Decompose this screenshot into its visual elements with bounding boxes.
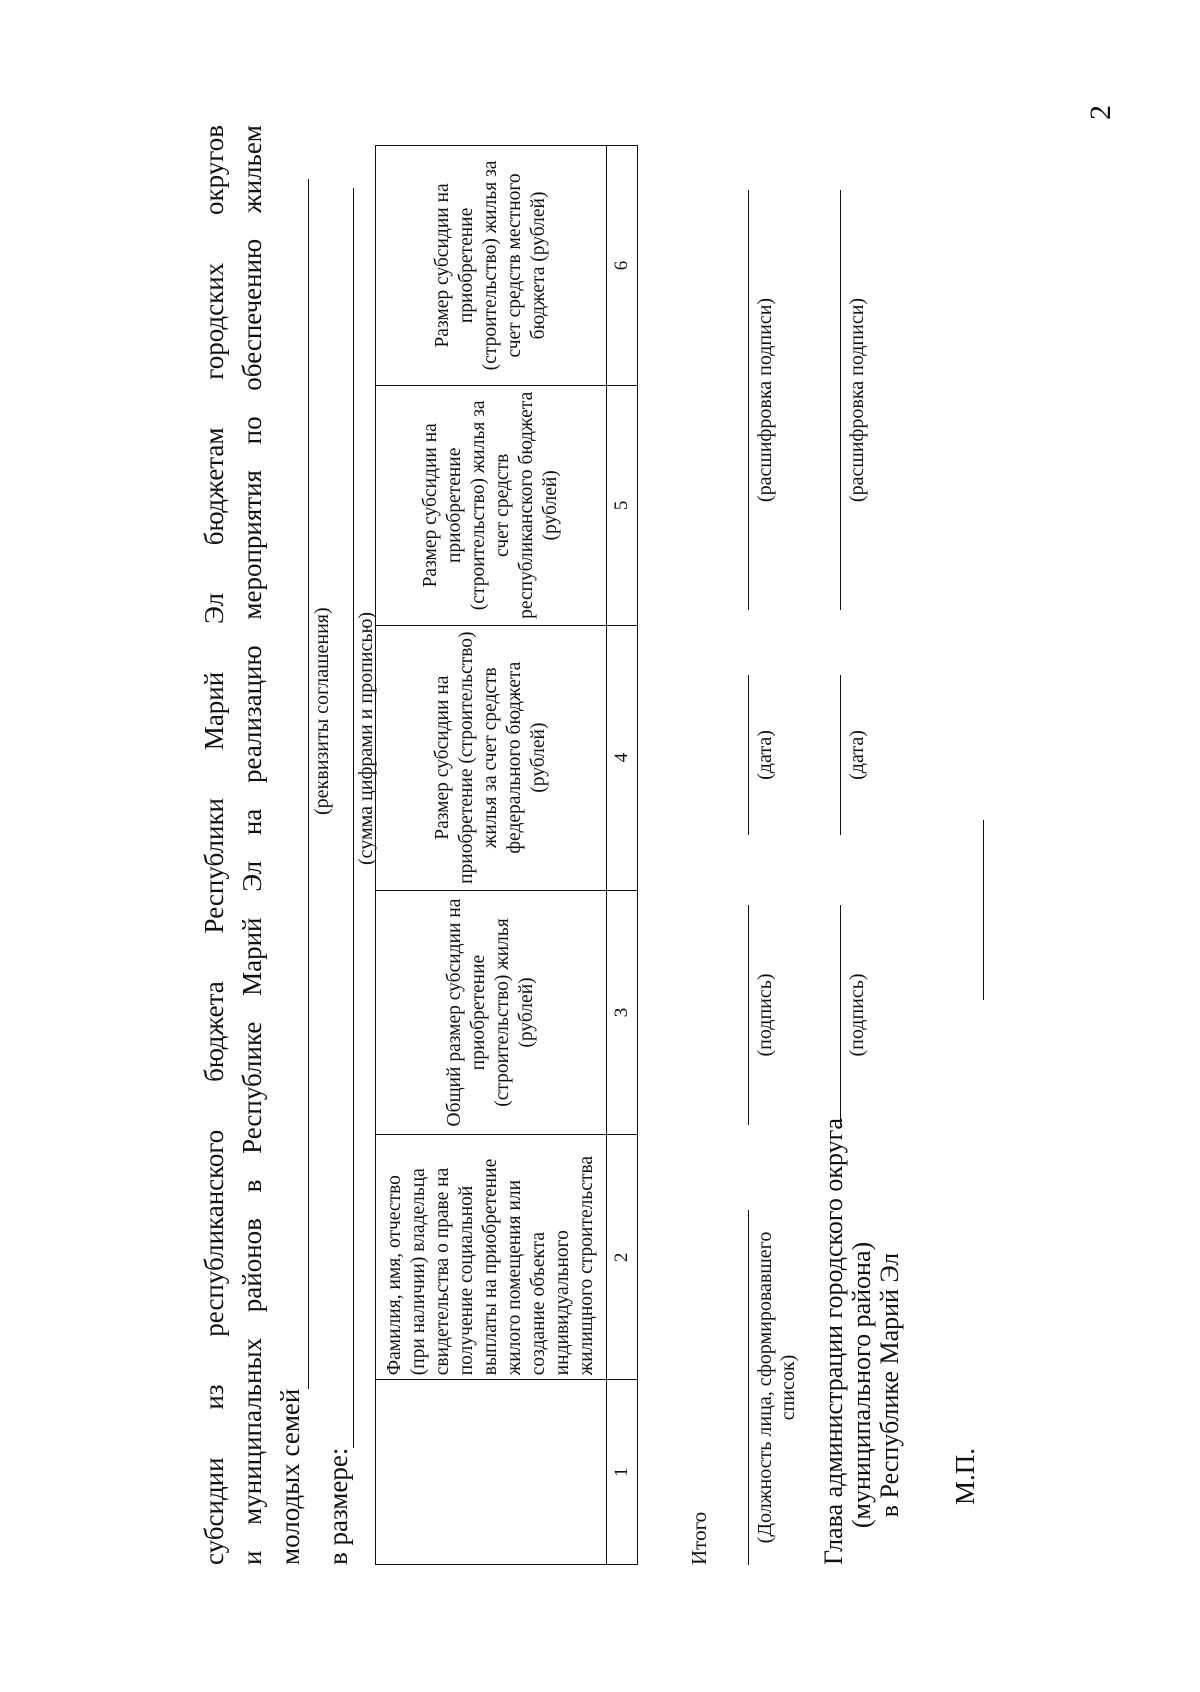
intro-word: реализацию — [237, 645, 267, 783]
amount-caption: (сумма цифрами и прописью) — [355, 611, 377, 865]
compiler-date-caption: (дата) — [754, 730, 776, 780]
header-cell-5: Размер субсидии на приобретение (строительство) жилья за счет средств республиканского бюджета (рублей) — [376, 385, 607, 625]
head-date-caption: (дата) — [846, 730, 868, 780]
compiler-position-caption: (Должность лица, сформировавшего список) — [754, 1231, 799, 1544]
intro-word: Эл — [237, 860, 267, 892]
header-cell-3: Общий размер субсидии на приобретение (строительство) жилья (рублей) — [376, 890, 607, 1135]
column-number-1: 1 — [607, 1380, 638, 1565]
size-line — [323, 125, 354, 1565]
intro-word: субсидии — [199, 1457, 229, 1565]
intro-word: республиканского — [199, 1129, 229, 1337]
intro-word: в — [237, 1179, 267, 1193]
intro-word: Марий — [199, 671, 229, 751]
intro-word: обеспечению — [237, 238, 267, 391]
column-number-3: 3 — [607, 890, 638, 1135]
intro-line-3-text: молодых семей — [275, 1388, 305, 1565]
intro-word: Марий — [237, 917, 267, 996]
intro-word: по — [237, 416, 267, 445]
intro-line-3 — [271, 125, 309, 1565]
intro-word: городских — [199, 262, 229, 380]
compiler-date-line — [748, 675, 749, 835]
column-number-2: 2 — [607, 1135, 638, 1380]
head-title-line-1: Глава администрации городского округа — [819, 1118, 848, 1565]
intro-word: Республики — [199, 797, 229, 934]
compiler-signature-line — [748, 905, 749, 1125]
header-cell-1 — [376, 1380, 607, 1565]
families-table — [375, 145, 638, 1565]
amount-blank-line — [327, 188, 354, 1448]
intro-paragraph — [195, 125, 309, 1565]
main-content — [195, 105, 715, 1565]
intro-word: жильем — [237, 125, 267, 214]
compiler-signature-caption: (подпись) — [754, 973, 776, 1057]
intro-line-2 — [233, 125, 271, 1565]
intro-word: и — [237, 1550, 267, 1565]
seal-mark: М.П. — [950, 1447, 980, 1505]
column-number-5: 5 — [607, 385, 638, 625]
column-number-6: 6 — [607, 146, 638, 386]
compiler-decode-caption: (расшифровка подписи) — [754, 297, 776, 503]
requisites-caption: (реквизиты соглашения) — [311, 607, 333, 815]
intro-word: мероприятия — [237, 470, 267, 620]
head-signature-caption: (подпись) — [846, 973, 868, 1057]
intro-word: округов — [199, 125, 229, 215]
column-number-4: 4 — [607, 625, 638, 890]
head-signature-line — [840, 905, 841, 1125]
requisites-blank-line — [282, 179, 309, 1389]
intro-word: районов — [237, 1218, 267, 1313]
header-cell-4: Размер субсидии на приобретение (строительство) жилья за счет средств федерального бюджета (рублей) — [376, 625, 607, 890]
signature-block — [740, 105, 1140, 1565]
closing-separator-line — [983, 820, 984, 1000]
head-decode-line — [840, 190, 841, 610]
intro-word: из — [199, 1384, 229, 1410]
intro-word: на — [237, 808, 267, 836]
header-cell-6: Размер субсидии на приобретение (строительство) жилья за счет средств местного бюджета (рублей) — [376, 146, 607, 386]
head-title — [819, 1118, 904, 1565]
head-title-line-2: (муниципального района) — [847, 1241, 876, 1529]
head-title-line-3: в Республике Марий Эл — [875, 1252, 904, 1518]
page-number: 2 — [1084, 105, 1117, 120]
intro-word: бюджета — [199, 981, 229, 1082]
intro-line-1 — [195, 125, 233, 1565]
head-date-line — [840, 675, 841, 835]
header-cell-2: Фамилия, имя, отчество (при наличии) владельца свидетельства о праве на получение социальной выплаты на приобретение жилого помещения или создание объекта индивидуального жилищного строительства — [376, 1135, 607, 1380]
table-header-row — [376, 146, 607, 1565]
total-label: Итого — [687, 1511, 711, 1565]
table-number-row — [607, 146, 638, 1565]
intro-word: бюджетам — [199, 427, 229, 546]
intro-word: Республике — [237, 1021, 267, 1154]
intro-word: Эл — [199, 593, 229, 624]
size-label: в размере: — [323, 1447, 353, 1565]
compiler-decode-line — [748, 190, 749, 610]
head-decode-caption: (расшифровка подписи) — [846, 297, 868, 503]
compiler-position-line — [748, 1210, 749, 1565]
intro-word: муниципальных — [237, 1337, 267, 1525]
